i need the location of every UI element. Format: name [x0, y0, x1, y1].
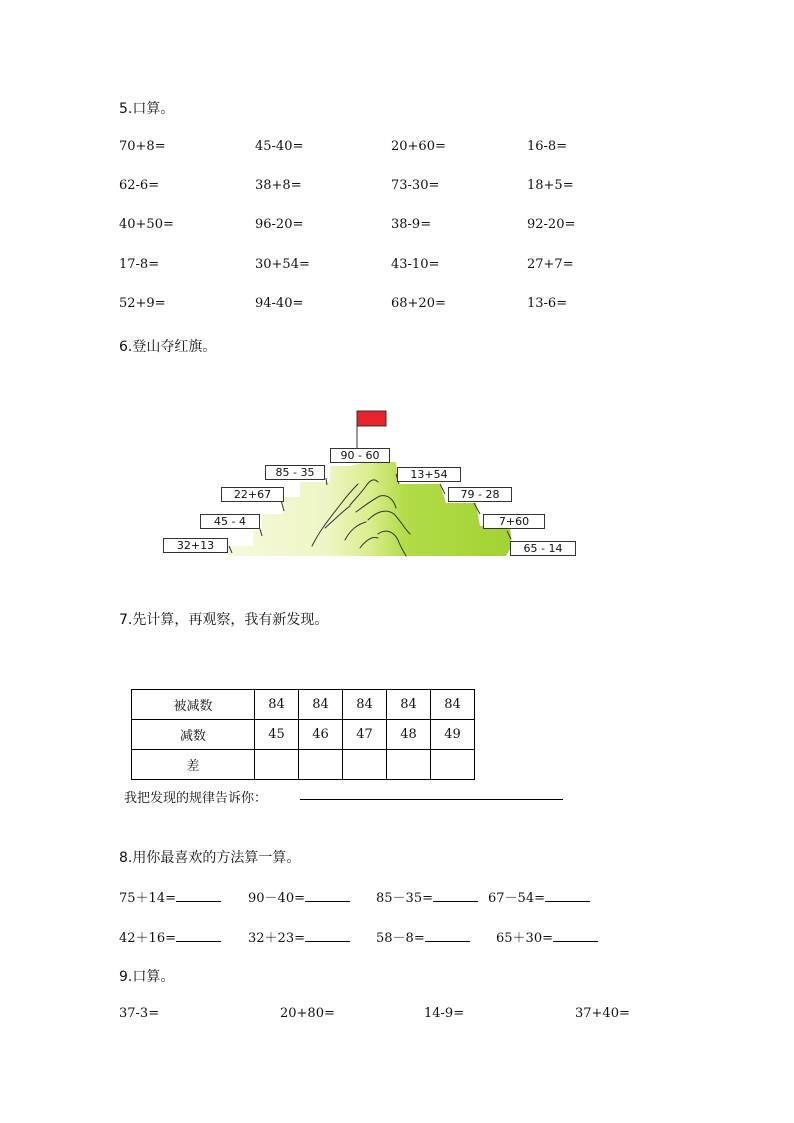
answer-cell[interactable] — [343, 750, 387, 780]
q5-expr: 62-6= — [119, 178, 160, 193]
q9-expr: 37+40= — [575, 1006, 630, 1021]
q8-expr: 67－54= — [488, 891, 545, 906]
answer-cell[interactable] — [387, 750, 431, 780]
answer-blank[interactable] — [176, 888, 221, 902]
q5-expr: 92-20= — [527, 217, 576, 232]
table-cell: 45 — [255, 720, 299, 750]
row-label: 差 — [132, 750, 255, 780]
step-box: 13+54 — [397, 467, 461, 482]
q5-expr: 73-30= — [391, 178, 440, 193]
answer-blank[interactable] — [176, 928, 221, 942]
q5-expr: 18+5= — [527, 178, 574, 193]
q5-expr: 45-40= — [255, 139, 304, 154]
q6-title: 6.登山夺红旗。 — [119, 339, 217, 355]
table-cell: 47 — [343, 720, 387, 750]
observation-table — [131, 689, 475, 780]
q5-expr: 13-6= — [527, 296, 568, 311]
step-box: 22+67 — [221, 487, 284, 502]
q5-expr: 70+8= — [119, 139, 166, 154]
step-box: 65 - 14 — [510, 541, 576, 556]
answer-blank[interactable] — [433, 888, 478, 902]
table-cell: 46 — [299, 720, 343, 750]
q5-expr: 38+8= — [255, 178, 302, 193]
q5-expr: 27+7= — [527, 257, 574, 272]
q8-expr: 65＋30= — [496, 931, 553, 946]
q8-expr: 90－40= — [248, 891, 305, 906]
q8-expr: 58－8= — [376, 931, 425, 946]
step-box: 79 - 28 — [448, 487, 512, 502]
answer-cell[interactable] — [431, 750, 475, 780]
step-box: 45 - 4 — [200, 514, 260, 529]
q8-expr: 85－35= — [376, 891, 433, 906]
q5-expr: 52+9= — [119, 296, 166, 311]
answer-blank[interactable] — [425, 928, 470, 942]
table-cell: 84 — [299, 690, 343, 720]
table-cell: 84 — [255, 690, 299, 720]
q5-title: 5.口算。 — [119, 101, 175, 117]
table-row — [132, 750, 475, 780]
q8-expr: 75＋14= — [119, 891, 176, 906]
answer-blank[interactable] — [305, 928, 350, 942]
table-cell: 84 — [387, 690, 431, 720]
step-box: 90 - 60 — [330, 448, 390, 463]
row-label: 减数 — [132, 720, 255, 750]
answer-line[interactable] — [300, 799, 563, 800]
q9-title: 9.口算。 — [119, 969, 175, 985]
answer-cell[interactable] — [299, 750, 343, 780]
answer-blank[interactable] — [553, 928, 598, 942]
q5-expr: 30+54= — [255, 257, 310, 272]
q9-expr: 20+80= — [280, 1006, 335, 1021]
table-cell: 48 — [387, 720, 431, 750]
table-row — [132, 690, 475, 720]
q5-expr: 38-9= — [391, 217, 432, 232]
table-cell: 84 — [431, 690, 475, 720]
table-row — [132, 720, 475, 750]
q8-expr: 32＋23= — [248, 931, 305, 946]
q5-expr: 43-10= — [391, 257, 440, 272]
q5-expr: 17-8= — [119, 257, 160, 272]
step-box: 32+13 — [163, 538, 228, 553]
tell-label: 我把发现的规律告诉你： — [124, 791, 268, 806]
q5-expr: 94-40= — [255, 296, 304, 311]
table-cell: 49 — [431, 720, 475, 750]
step-box: 85 - 35 — [265, 465, 325, 480]
q7-title: 7.先计算，再观察，我有新发现。 — [119, 612, 329, 628]
row-label: 被减数 — [132, 690, 255, 720]
step-box: 7+60 — [483, 514, 545, 529]
answer-blank[interactable] — [545, 888, 590, 902]
q5-expr: 96-20= — [255, 217, 304, 232]
q5-expr: 40+50= — [119, 217, 174, 232]
q5-expr: 16-8= — [527, 139, 568, 154]
q5-expr: 20+60= — [391, 139, 446, 154]
q8-expr: 42＋16= — [119, 931, 176, 946]
table-cell: 84 — [343, 690, 387, 720]
q9-expr: 14-9= — [424, 1006, 465, 1021]
q5-expr: 68+20= — [391, 296, 446, 311]
answer-blank[interactable] — [305, 888, 350, 902]
red-flag-icon — [357, 411, 386, 426]
q9-expr: 37-3= — [119, 1006, 160, 1021]
answer-cell[interactable] — [255, 750, 299, 780]
q8-title: 8.用你最喜欢的方法算一算。 — [119, 850, 301, 866]
